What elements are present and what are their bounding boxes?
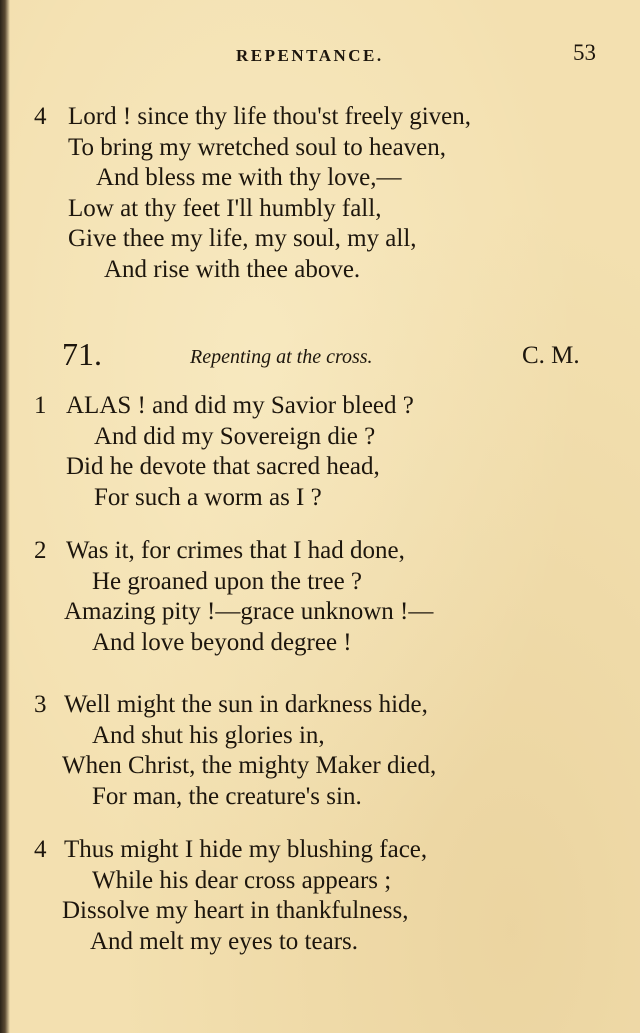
verse-line: Low at thy feet I'll humbly fall, xyxy=(68,195,382,222)
stanza-number: 2 xyxy=(34,537,47,564)
verse-line: And love beyond degree ! xyxy=(92,629,352,656)
verse-line: ALAS ! and did my Savior bleed ? xyxy=(66,392,414,419)
verse-line: Amazing pity !—grace unknown !— xyxy=(64,598,434,625)
verse-line: To bring my wretched soul to heaven, xyxy=(68,134,447,161)
verse-line: For such a worm as I ? xyxy=(94,484,322,511)
verse-line: Lord ! since thy life thou'st freely given, xyxy=(68,103,472,130)
verse-line: And shut his glories in, xyxy=(92,722,325,749)
hymn-title: Repenting at the cross. xyxy=(190,346,373,368)
verse-line: Did he devote that sacred head, xyxy=(66,453,380,480)
verse-line: While his dear cross appears ; xyxy=(92,867,392,894)
verse-line: And melt my eyes to tears. xyxy=(90,928,358,955)
verse-line: Was it, for crimes that I had done, xyxy=(66,537,405,564)
verse-line: For man, the creature's sin. xyxy=(92,783,362,810)
running-head: REPENTANCE. xyxy=(236,46,384,65)
verse-line: Thus might I hide my blushing face, xyxy=(64,836,428,863)
verse-line: Well might the sun in darkness hide, xyxy=(64,691,428,718)
stanza-number: 4 xyxy=(34,836,47,863)
verse-line: And rise with thee above. xyxy=(104,256,361,283)
page-binding-edge xyxy=(0,0,10,1033)
verse-line: He groaned upon the tree ? xyxy=(92,568,363,595)
stanza-number: 1 xyxy=(34,392,47,419)
hymn-meter: C. M. xyxy=(522,342,580,369)
verse-line: And did my Sovereign die ? xyxy=(94,423,376,450)
hymn-header xyxy=(0,336,640,376)
page-number: 53 xyxy=(573,40,596,65)
verse-line: Give thee my life, my soul, my all, xyxy=(68,225,417,252)
verse-line: When Christ, the mighty Maker died, xyxy=(62,752,437,779)
verse-line: And bless me with thy love,— xyxy=(96,164,402,191)
hymn-number: 71. xyxy=(62,336,102,372)
stanza-number: 4 xyxy=(34,103,47,130)
stanza-number: 3 xyxy=(34,691,47,718)
verse-line: Dissolve my heart in thankfulness, xyxy=(62,897,409,924)
